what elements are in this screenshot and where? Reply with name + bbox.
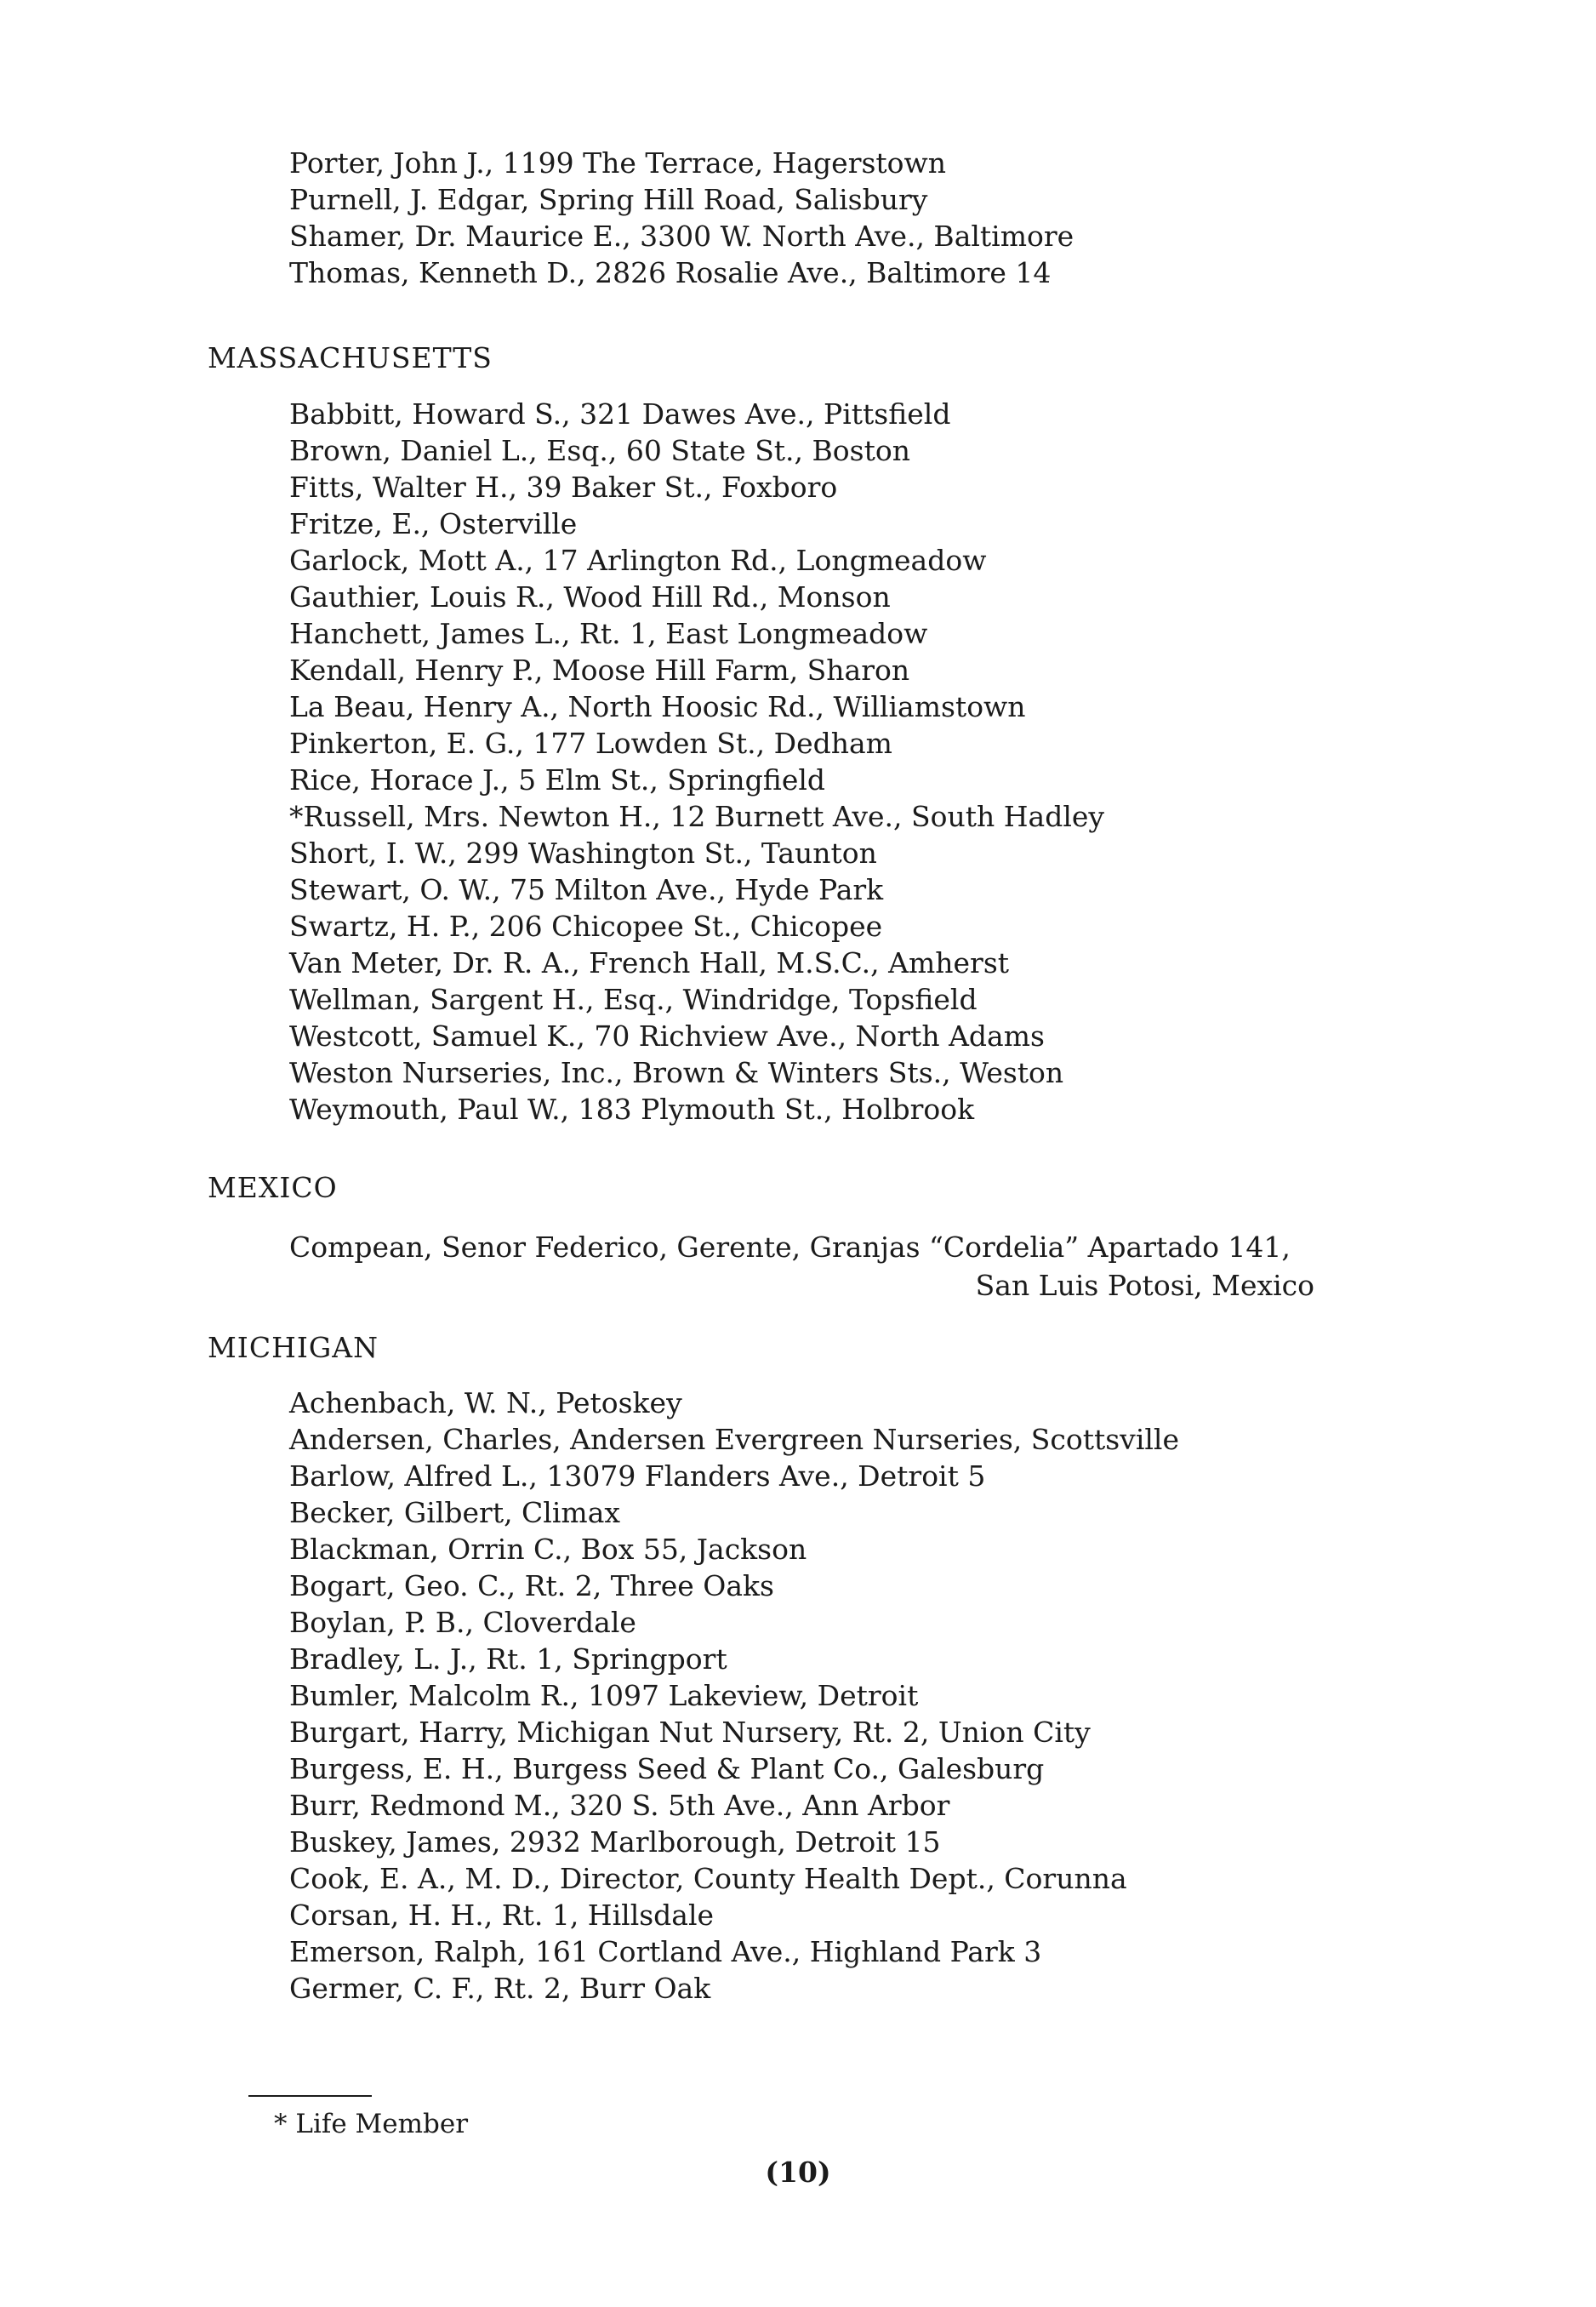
- directory-entry: Thomas, Kenneth D., 2826 Rosalie Ave., Baltimore 14: [289, 256, 1052, 289]
- directory-entry: Hanchett, James L., Rt. 1, East Longmeadow: [289, 617, 928, 650]
- directory-entry: Buskey, James, 2932 Marlborough, Detroit 15: [289, 1825, 941, 1859]
- directory-entry: Achenbach, W. N., Petoskey: [289, 1386, 682, 1419]
- page-number: (10): [765, 2156, 831, 2189]
- directory-entry: Fritze, E., Osterville: [289, 507, 578, 540]
- directory-entry: Cook, E. A., M. D., Director, County Health Dept., Corunna: [289, 1862, 1127, 1895]
- directory-entry: Fitts, Walter H., 39 Baker St., Foxboro: [289, 471, 838, 504]
- footnote-life-member: * Life Member: [274, 2109, 469, 2139]
- directory-entry: Emerson, Ralph, 161 Cortland Ave., Highland Park 3: [289, 1935, 1042, 1968]
- directory-entry: Corsan, H. H., Rt. 1, Hillsdale: [289, 1899, 715, 1932]
- directory-entry: Burr, Redmond M., 320 S. 5th Ave., Ann Arbor: [289, 1789, 950, 1822]
- directory-entry: Burgart, Harry, Michigan Nut Nursery, Rt. 2, Union City: [289, 1716, 1091, 1749]
- directory-entry: Garlock, Mott A., 17 Arlington Rd., Longmeadow: [289, 544, 987, 577]
- directory-entry: Blackman, Orrin C., Box 55, Jackson: [289, 1533, 807, 1566]
- directory-entry: Rice, Horace J., 5 Elm St., Springfield: [289, 763, 826, 797]
- massachusetts-heading: MASSACHUSETTS: [208, 341, 493, 374]
- directory-entry: *Russell, Mrs. Newton H., 12 Burnett Ave., South Hadley: [289, 800, 1105, 833]
- directory-entry: Van Meter, Dr. R. A., French Hall, M.S.C., Amherst: [289, 946, 1010, 979]
- massachusetts-entry-list: [289, 396, 1104, 1128]
- directory-entry: Wellman, Sargent H., Esq., Windridge, Topsfield: [289, 983, 978, 1016]
- directory-entry: Swartz, H. P., 206 Chicopee St., Chicopee: [289, 910, 883, 943]
- directory-entry: Bradley, L. J., Rt. 1, Springport: [289, 1642, 727, 1676]
- directory-entry: Barlow, Alfred L., 13079 Flanders Ave., Detroit 5: [289, 1459, 986, 1493]
- michigan-entry-list: [289, 1385, 1179, 2007]
- directory-entry: Brown, Daniel L., Esq., 60 State St., Boston: [289, 434, 910, 467]
- directory-entry: Pinkerton, E. G., 177 Lowden St., Dedham: [289, 727, 892, 760]
- directory-entry: Gauthier, Louis R., Wood Hill Rd., Monson: [289, 580, 891, 614]
- mexico-entry: [289, 1228, 1314, 1305]
- directory-entry: Boylan, P. B., Cloverdale: [289, 1606, 636, 1639]
- mexico-heading: MEXICO: [208, 1171, 338, 1204]
- directory-entry: Purnell, J. Edgar, Spring Hill Road, Salisbury: [289, 183, 928, 216]
- maryland-entry-list: [289, 145, 1074, 291]
- directory-entry: Bumler, Malcolm R., 1097 Lakeview, Detroit: [289, 1679, 919, 1712]
- directory-entry: Germer, C. F., Rt. 2, Burr Oak: [289, 1972, 711, 2005]
- directory-entry: Burgess, E. H., Burgess Seed & Plant Co., Galesburg: [289, 1752, 1045, 1785]
- directory-entry: Bogart, Geo. C., Rt. 2, Three Oaks: [289, 1569, 774, 1602]
- directory-entry: Short, I. W., 299 Washington St., Taunton: [289, 837, 877, 870]
- directory-entry: Becker, Gilbert, Climax: [289, 1496, 620, 1529]
- mexico-entry-line1: Compean, Senor Federico, Gerente, Granjas “Cordelia” Apartado 141,: [289, 1231, 1291, 1264]
- footnote-rule: [248, 2095, 372, 2097]
- directory-entry: Porter, John J., 1199 The Terrace, Hagerstown: [289, 146, 947, 180]
- directory-entry: Weymouth, Paul W., 183 Plymouth St., Holbrook: [289, 1093, 975, 1126]
- michigan-heading: MICHIGAN: [208, 1331, 379, 1364]
- directory-entry: Kendall, Henry P., Moose Hill Farm, Sharon: [289, 654, 910, 687]
- directory-entry: Shamer, Dr. Maurice E., 3300 W. North Ave., Baltimore: [289, 220, 1074, 253]
- directory-entry: Stewart, O. W., 75 Milton Ave., Hyde Park: [289, 873, 884, 906]
- directory-entry: Babbitt, Howard S., 321 Dawes Ave., Pittsfield: [289, 397, 951, 431]
- directory-entry: Andersen, Charles, Andersen Evergreen Nurseries, Scottsville: [289, 1423, 1180, 1456]
- directory-entry: Weston Nurseries, Inc., Brown & Winters Sts., Weston: [289, 1056, 1064, 1089]
- directory-entry: Westcott, Samuel K., 70 Richview Ave., North Adams: [289, 1019, 1045, 1053]
- directory-entry: La Beau, Henry A., North Hoosic Rd., Williamstown: [289, 690, 1026, 723]
- mexico-entry-line2: San Luis Potosi, Mexico: [975, 1269, 1314, 1302]
